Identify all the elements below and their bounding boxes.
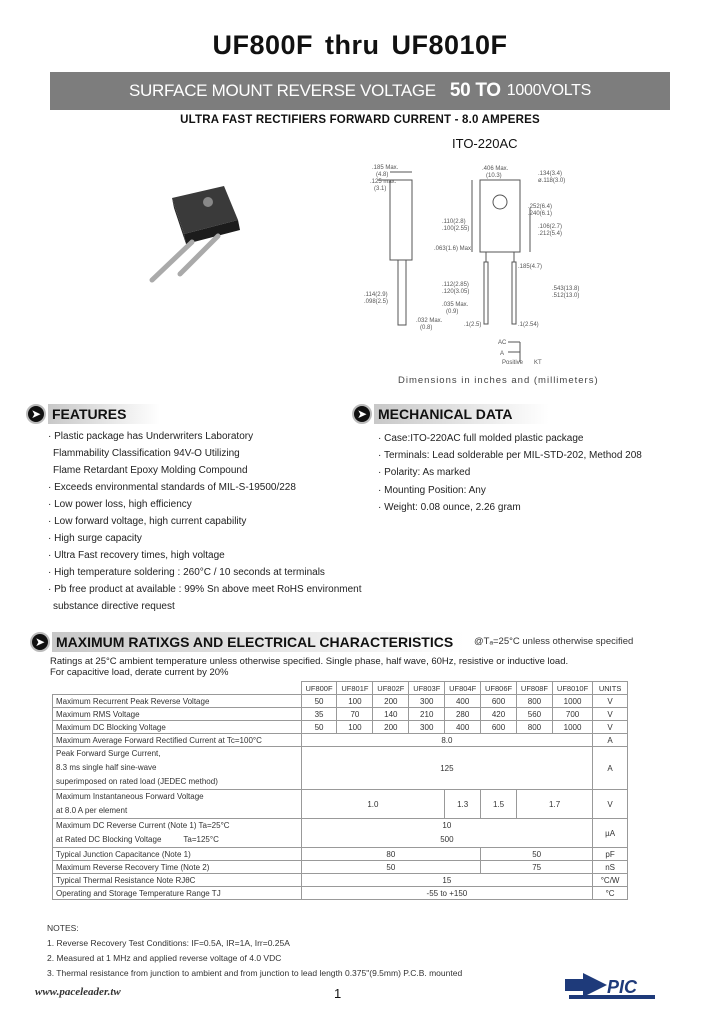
title-part-1: UF800F — [212, 30, 313, 60]
dim-label-d10b: .098(2.5) — [364, 299, 389, 305]
table-row: Operating and Storage Temperature Range TJ -55 to +150 °C — [53, 887, 628, 900]
list-item: substance directive request — [53, 601, 175, 612]
ratings-note-1: Ratings at 25°C ambient temperature unless otherwise specified. Single phase, half wave, 60Hz, resistive or inductive load. — [50, 656, 569, 667]
dim-label-d13b: .512(13.0) — [552, 293, 580, 299]
dim-label-d4: .134(3.4) — [538, 171, 563, 177]
table-row: Typical Junction Capacitance (Note 1) 80 50 pF — [53, 848, 628, 861]
dim-label-d3b: (10.3) — [486, 173, 502, 179]
list-item: Flame Retardant Epoxy Molding Compound — [53, 465, 248, 476]
arrow-right-icon: ➤ — [352, 404, 372, 424]
notes-heading: NOTES: — [47, 923, 79, 933]
mechanical-header — [352, 403, 549, 425]
dim-label-d5: .252(6.4) — [528, 204, 553, 210]
table-row: Typical Thermal Resistance Note RJθC 15 °C/W — [53, 874, 628, 887]
features-heading: FEATURES — [48, 404, 160, 424]
dim-label-d3: .406 Max. — [482, 166, 509, 172]
list-item: Flammability Classification 94V-O Utilizing — [53, 448, 240, 459]
row-label: Maximum DC Reverse Current (Note 1) Ta=25°C at Rated DC Blocking Voltage Ta=125°C — [53, 819, 302, 848]
dimension-note: Dimensions in inches and (millimeters) — [398, 375, 599, 386]
dim-label-d10: .114(2.9) — [364, 292, 388, 298]
dim-label-d12b: (0.9) — [446, 309, 459, 315]
svg-text:PIC: PIC — [607, 977, 638, 997]
pin-label-positive: Positive — [502, 360, 524, 366]
dim-label-d8: .063(1.6) Max. — [434, 246, 473, 252]
dim-label-d7: .106(2.7) — [538, 224, 563, 230]
arrow-right-icon: ➤ — [30, 632, 50, 652]
ratings-note-2: For capacitive load, derate current by 20% — [50, 667, 229, 678]
row-label: Typical Junction Capacitance (Note 1) — [53, 848, 302, 861]
ratings-table — [52, 681, 628, 900]
note-item: 2. Measured at 1 MHz and applied reverse voltage of 4.0 VDC — [47, 953, 282, 963]
column-header: UF803F — [409, 682, 445, 695]
dim-label-d7b: .212(5.4) — [538, 231, 563, 237]
dim-label-d13: .543(13.8) — [552, 286, 580, 292]
list-item: · High surge capacity — [48, 533, 142, 544]
column-header: UF801F — [337, 682, 373, 695]
row-label: Operating and Storage Temperature Range TJ — [53, 887, 302, 900]
list-item: · Pb free product at available : 99% Sn above meet RoHS environment — [48, 584, 362, 595]
row-label: Peak Forward Surge Current, 8.3 ms single half sine-wave superimposed on rated load (JEDEC method) — [53, 747, 302, 790]
banner-main: SURFACE MOUNT REVERSE VOLTAGE — [129, 81, 436, 100]
row-label: Maximum Reverse Recovery Time (Note 2) — [53, 861, 302, 874]
dim-label-d16: .1(2.54) — [518, 322, 539, 328]
component-photo — [152, 186, 240, 280]
dim-label-d11: .112(2.85) — [442, 282, 469, 288]
ratings-heading: MAXIMUM RATIXGS AND ELECTRICAL CHARACTERISTICS — [52, 632, 464, 652]
dim-label-d14b: (0.8) — [420, 325, 433, 331]
dim-label-d2: .125 max. — [370, 179, 397, 185]
dim-label-d15: .1(2.5) — [464, 322, 482, 328]
features-header — [26, 403, 160, 425]
dim-label-d6: .110(2.8) — [442, 219, 466, 225]
note-item: 1. Reverse Recovery Test Conditions: IF=0.5A, IR=1A, Irr=0.25A — [47, 938, 290, 948]
row-label: Maximum Instantaneous Forward Voltage at 8.0 A per element — [53, 790, 302, 819]
brand-logo — [563, 973, 659, 1003]
list-item: · Plastic package has Underwriters Laboratory — [48, 431, 254, 442]
title-part-2: thru — [325, 30, 380, 60]
ratings-header — [30, 631, 464, 653]
table-row: Maximum DC Reverse Current (Note 1) Ta=25°C at Rated DC Blocking Voltage Ta=125°C 10 500 µA — [53, 819, 628, 848]
notes-block — [47, 921, 462, 981]
list-item: · Polarity: As marked — [378, 467, 471, 479]
page-title — [0, 30, 720, 61]
arrow-right-icon: ➤ — [26, 404, 46, 424]
title-part-3: UF8010F — [391, 30, 508, 60]
table-header-row — [53, 682, 628, 695]
column-header: UF806F — [481, 682, 517, 695]
column-header: UF8010F — [552, 682, 592, 695]
voltage-banner — [50, 72, 670, 110]
table-row: Maximum Reverse Recovery Time (Note 2) 50 75 nS — [53, 861, 628, 874]
list-item: · Ultra Fast recovery times, high voltage — [48, 550, 225, 561]
package-name: ITO-220AC — [452, 136, 518, 151]
column-header: UF802F — [373, 682, 409, 695]
pin-label-a: A — [500, 351, 505, 357]
ratings-condition: @Tₐ=25°C unless otherwise specified — [474, 636, 634, 647]
footer-website-link[interactable]: www.paceleader.tw — [35, 986, 121, 998]
dim-label-d12: .035 Max. — [442, 302, 469, 308]
list-item: · Exceeds environmental standards of MIL-S-19500/228 — [48, 482, 296, 493]
table-row: Maximum DC Blocking Voltage 50 100 200 300 400 600 800 1000 V — [53, 721, 628, 734]
dim-label-d1: .185 Max. — [372, 165, 399, 171]
pin-label-kt: KT — [534, 360, 542, 366]
dim-label-d5b: .240(6.1) — [528, 211, 553, 217]
column-header: UF800F — [301, 682, 337, 695]
package-diagram — [120, 150, 590, 390]
dim-label-d9: .185(4.7) — [518, 264, 543, 270]
dim-label-d11b: .120(3.05) — [442, 289, 470, 295]
features-list — [48, 428, 362, 615]
list-item: · Weight: 0.08 ounce, 2.26 gram — [378, 501, 521, 513]
row-label: Maximum DC Blocking Voltage — [53, 721, 302, 734]
dim-label-d14: .032 Max. — [416, 318, 443, 324]
row-label: Maximum Recurrent Peak Reverse Voltage — [53, 695, 302, 708]
dim-label-d1b: (4.8) — [376, 172, 389, 178]
table-row: Maximum Instantaneous Forward Voltage at 8.0 A per element 1.0 1.3 1.5 1.7 V — [53, 790, 628, 819]
table-row: Peak Forward Surge Current, 8.3 ms single half sine-wave superimposed on rated load (JEDEC method) 125 A — [53, 747, 628, 790]
dim-label-d2b: (3.1) — [374, 186, 387, 192]
list-item: · High temperature soldering : 260°C / 10 seconds at terminals — [48, 567, 325, 578]
subtitle: ULTRA FAST RECTIFIERS FORWARD CURRENT - 8.0 AMPERES — [180, 114, 540, 126]
front-view-drawing — [472, 180, 530, 324]
page-number: 1 — [334, 986, 342, 1001]
note-item: 3. Thermal resistance from junction to ambient and from junction to lead length 0.375"(9.5mm) P.C.B. mounted — [47, 968, 463, 978]
row-label: Maximum RMS Voltage — [53, 708, 302, 721]
table-row: Maximum RMS Voltage 35 70 140 210 280 420 560 700 V — [53, 708, 628, 721]
table-row: Maximum Average Forward Rectified Current at Tc=100°C 8.0 A — [53, 734, 628, 747]
column-header: UNITS — [593, 682, 628, 695]
row-label: Typical Thermal Resistance Note RJθC — [53, 874, 302, 887]
mechanical-list — [378, 430, 642, 516]
list-item: · Case:ITO-220AC full molded plastic package — [378, 433, 584, 444]
dim-label-d4b: ø.118(3.0) — [538, 178, 566, 184]
dim-label-d6b: .100(2.55) — [442, 226, 470, 232]
row-label: Maximum Average Forward Rectified Current at Tc=100°C — [53, 734, 302, 747]
mechanical-heading: MECHANICAL DATA — [374, 404, 549, 424]
pin-label-ac: AC — [498, 340, 507, 346]
list-item: · Low power loss, high efficiency — [48, 499, 192, 510]
pinout-drawing — [508, 342, 520, 362]
banner-tail: 1000VOLTS — [506, 82, 591, 99]
banner-range: 50 TO — [449, 80, 501, 101]
list-item: · Low forward voltage, high current capability — [48, 516, 247, 527]
column-header: UF804F — [445, 682, 481, 695]
list-item: · Terminals: Lead solderable per MIL-STD-202, Method 208 — [378, 450, 642, 462]
list-item: · Mounting Position: Any — [378, 484, 486, 496]
column-header: UF808F — [517, 682, 553, 695]
table-row: Maximum Recurrent Peak Reverse Voltage 50 100 200 300 400 600 800 1000 V — [53, 695, 628, 708]
